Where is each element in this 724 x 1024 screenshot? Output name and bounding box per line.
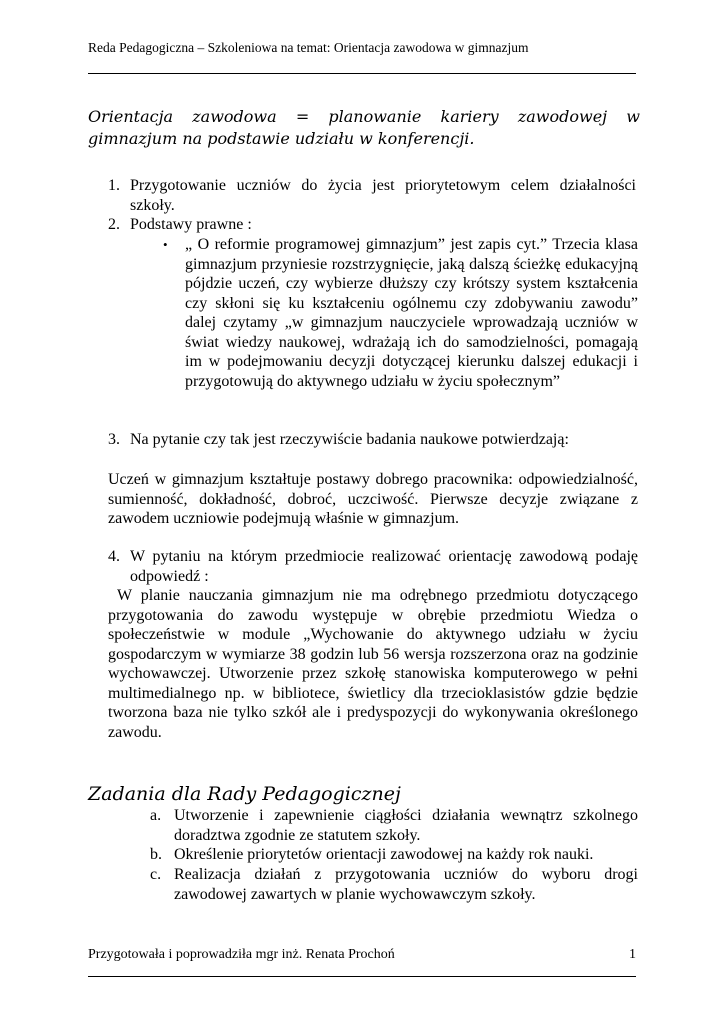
header-rule bbox=[88, 73, 636, 74]
list-number: 4. bbox=[108, 548, 120, 565]
list-number: 1. bbox=[108, 177, 120, 194]
list-item-text: Utworzenie i zapewnienie ciągłości działania wewnątrz szkolnego doradztwa zgodnie ze statutem szkoły. bbox=[174, 807, 638, 844]
list-letter: a. bbox=[150, 807, 162, 824]
list-item-text: Realizacja działań z przygotowania uczniów do wyboru drogi zawodowej zawartych w planie wychowawczym szkoły. bbox=[174, 866, 638, 903]
bullet-item-text: „ O reformie programowej gimnazjum” jest zapis cyt.” Trzecia klasa gimnazjum przyniesie rozstrzygnięcie, jaką dalszą ścieżkę edukacyjną pójdzie uczeń, czy wybierze dłuższy czy krótszy system kształcenia czy skłoni się ku kształceniu ogólnemu czy zdobywaniu zawodu” dalej czytamy „w gimnazjum nauczyciele wprowadzają uczniów w świat wiedzy naukowej, wdrażają ich do samodzielności, pomagają im w podejmowaniu decyzji dotyczącej kierunku dalszej edukacji i przygotowują do aktywnego udziału w życiu społecznym” bbox=[185, 236, 638, 390]
page-footer bbox=[88, 947, 636, 963]
list-item-2 bbox=[108, 215, 636, 235]
task-item-b bbox=[150, 845, 638, 865]
paragraph-3: Uczeń w gimnazjum kształtuje postawy dobrego pracownika: odpowiedzialność, sumienność, dokładność, dobroć, uczciwość. Pierwsze decyzje związane z zawodem uczniowie podejmują właśnie w gimnazjum. bbox=[108, 471, 638, 527]
footer-text: Przygotowała i poprowadziła mgr inż. Renata Prochoń bbox=[88, 947, 395, 962]
document-title: Orientacja zawodowa = planowanie kariery zawodowej w gimnazjum na podstawie udziału w konferencji. bbox=[88, 107, 640, 148]
paragraph-4: W planie nauczania gimnazjum nie ma odrębnego przedmiotu dotyczącego przygotowania do zawodu występuje w obrębie przedmiotu Wiedza o społeczeństwie w module „Wychowanie do aktywnego udziału w życiu gospodarczym w wymiarze 38 godzin lub 56 wersja rozszerzona oraz na godzinie wychowawczej. Utworzenie przez szkołę stanowiska komputerowego w pełni multimedialnego np. w bibliotece, świetlicy dla trzecioklasistów gdzie będzie tworzona baza nie tylko szkół ale i predyspozycji do wykonywania określonego zawodu. bbox=[108, 587, 642, 741]
task-item-a bbox=[150, 806, 638, 845]
list-letter: b. bbox=[150, 846, 162, 863]
list-number: 2. bbox=[108, 216, 120, 233]
footer-rule bbox=[88, 976, 636, 977]
list-number: 3. bbox=[108, 431, 120, 448]
list-item-text: W pytaniu na którym przedmiocie realizować orientację zawodową podaję odpowiedź : bbox=[130, 548, 638, 585]
page-number: 1 bbox=[629, 947, 636, 962]
task-item-c bbox=[150, 865, 638, 904]
list-item-text: Podstawy prawne : bbox=[130, 216, 252, 233]
list-item-text: Przygotowanie uczniów do życia jest priorytetowym celem działalności szkoły. bbox=[130, 177, 636, 214]
list-item-text: Określenie priorytetów orientacji zawodowej na każdy rok nauki. bbox=[174, 846, 594, 863]
list-item-text: Na pytanie czy tak jest rzeczywiście badania naukowe potwierdzają: bbox=[130, 431, 569, 448]
list-item-3 bbox=[108, 430, 636, 450]
section-heading: Zadania dla Rady Pedagogicznej bbox=[88, 783, 401, 805]
list-item-4 bbox=[108, 547, 638, 586]
list-item-1 bbox=[108, 176, 636, 215]
bullet-icon: • bbox=[163, 237, 168, 252]
list-letter: c. bbox=[150, 866, 162, 883]
page-header: Reda Pedagogiczna – Szkoleniowa na temat: Orientacja zawodowa w gimnazjum bbox=[88, 40, 529, 55]
